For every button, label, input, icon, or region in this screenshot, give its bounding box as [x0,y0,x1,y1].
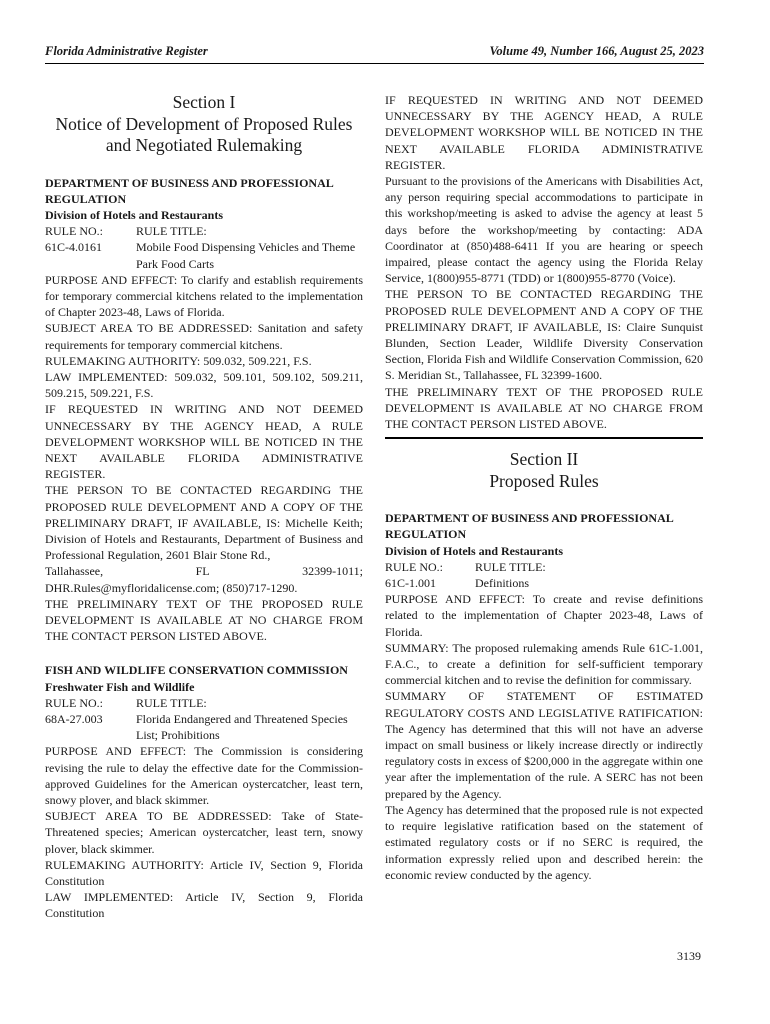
rule-header-row [385,559,703,575]
notice-61c-4-0161 [45,175,363,645]
rule-value-row [385,575,703,591]
rule-header-row [45,223,363,239]
section-divider [385,437,703,439]
rule-title-label: RULE TITLE: [136,695,207,710]
rule-no: 68A-27.003 [45,711,103,726]
preliminary-text-notice: THE PRELIMINARY TEXT OF THE PROPOSED RULE DEVELOPMENT IS AVAILABLE AT NO CHARGE FROM THE CONTACT PERSON LISTED ABOVE. [385,384,703,432]
contact-city: Tallahassee, [45,564,104,579]
department-heading: DEPARTMENT OF BUSINESS AND PROFESSIONAL REGULATION [45,175,334,206]
header-divider [45,63,704,64]
serc-heading: SUMMARY OF STATEMENT OF ESTIMATED REGULATORY COSTS AND LEGISLATIVE RATIFICATION: [385,689,703,720]
summary: SUMMARY: The proposed rulemaking amends Rule 61C-1.001, F.A.C., to create a definition for self-sufficient temporary commercial kitchen and to revise the definition for commissary. [385,640,703,688]
contact-person: THE PERSON TO BE CONTACTED REGARDING THE PROPOSED RULE DEVELOPMENT AND A COPY OF THE PRELIMINARY DRAFT, IF AVAILABLE, IS: Michelle Keith; Division of Hotels and Restaurants, Department of Business and Professional Regulation, 2601 Blair Stone Rd., [45,483,363,563]
left-column [45,92,363,922]
serc-paragraph-1: The Agency has determined that this will not have an adverse impact on small business or likely increase directly or indirectly regulatory costs in excess of $200,000 in the aggregate within one year after the implementation of the rule. A SERC has not been prepared by the Agency. [385,721,703,801]
rule-title: Florida Endangered and Threatened Species List; Prohibitions [136,711,348,743]
purpose-and-effect: PURPOSE AND EFFECT: The Commission is considering revising the rule to delay the effective date for the Commission-approved Guidelines for the American oystercatcher, least tern, snowy plover, and black skimmer. [45,744,363,807]
rule-title: Mobile Food Dispensing Vehicles and Theme Park Food Carts [136,240,356,271]
serc-paragraph-2: The Agency has determined that the proposed rule is not expected to require legislative ratification based on the statement of estimated regulatory costs or if no SERC is required, the information expressly relied upon and described herein: the economic review conducted by the agency. [385,802,703,882]
rule-header-row [45,695,363,711]
contact-zip: 32399-1011; [302,564,363,579]
notice-68a-27-003 [45,662,363,921]
section-subtitle: Proposed Rules [489,470,599,491]
contact-email: DHR.Rules@myfloridalicense.com; (850)717-1290. [45,580,298,595]
department-heading: DEPARTMENT OF BUSINESS AND PROFESSIONAL REGULATION [385,511,674,542]
workshop-notice: IF REQUESTED IN WRITING AND NOT DEEMED UNNECESSARY BY THE AGENCY HEAD, A RULE DEVELOPMENT WORKSHOP WILL BE NOTICED IN THE NEXT AVAILABLE FLORIDA ADMINISTRATIVE REGISTER. [385,93,703,172]
workshop-notice: IF REQUESTED IN WRITING AND NOT DEEMED UNNECESSARY BY THE AGENCY HEAD, A RULE DEVELOPMENT WORKSHOP WILL BE NOTICED IN THE NEXT AVAILABLE FLORIDA ADMINISTRATIVE REGISTER. [45,402,363,482]
page-number: 3139 [677,949,701,963]
rule-no: 61C-1.001 [385,576,436,591]
section-subtitle: and Negotiated Rulemaking [105,135,303,155]
subject-area: SUBJECT AREA TO BE ADDRESSED: Sanitation and safety requirements for temporary commercial kitchens. [45,321,363,352]
section-subtitle: Notice of Development of Proposed Rules [55,113,353,134]
section-title: Section II [509,449,579,470]
law-implemented: LAW IMPLEMENTED: 509.032, 509.101, 509.102, 509.211, 509.215, 509.221, F.S. [45,369,363,401]
law-implemented: LAW IMPLEMENTED: Article IV, Section 9, Florida Constitution [45,890,363,921]
contact-person: THE PERSON TO BE CONTACTED REGARDING THE PROPOSED RULE DEVELOPMENT AND A COPY OF THE PRELIMINARY DRAFT, IF AVAILABLE, IS: Claire Sunquist Blunden, Section Leader, Wildlife Diversity Conservation Section, Florida Fish and Wildlife Conservation Commission, 620 S. Meridian St., Tallahassee, FL 32399-1600. [385,287,703,383]
notice-61c-1-001 [385,510,703,883]
rule-value-row [45,711,363,743]
division-heading: Freshwater Fish and Wildlife [45,679,195,694]
rule-title: Definitions [475,576,529,591]
rule-title-label: RULE TITLE: [475,559,546,574]
rule-no-label: RULE NO.: [45,224,103,239]
publication-title: Florida Administrative Register [45,44,208,58]
contact-state: FL [195,564,210,579]
rulemaking-authority: RULEMAKING AUTHORITY: 509.032, 509.221, F.S. [45,353,312,368]
department-heading: FISH AND WILDLIFE CONSERVATION COMMISSION [45,663,348,678]
purpose-and-effect: PURPOSE AND EFFECT: To create and revise definitions related to the implementation of Chapter 2023-48, Laws of Florida. [385,592,703,639]
rule-title-label: RULE TITLE: [136,224,207,239]
ada-accommodation-notice: Pursuant to the provisions of the Americans with Disabilities Act, any person requiring special accommodations to participate in this workshop/meeting is asked to advise the agency at least 5 days before the workshop/meeting by contacting: ADA Coordinator at (850)488-6411 If you are hearing or speech impaired, please contact the agency using the Florida Relay Service, 1(800)955-8771 (TDD) or 1(800)955-8770 (Voice). [385,174,703,286]
contact-address-line [45,563,363,579]
rule-no-label: RULE NO.: [45,695,103,710]
volume-info: Volume 49, Number 166, August 25, 2023 [489,44,704,58]
rulemaking-authority: RULEMAKING AUTHORITY: Article IV, Section 9, Florida Constitution [45,857,363,888]
division-heading: Division of Hotels and Restaurants [385,543,564,558]
preliminary-text-notice: THE PRELIMINARY TEXT OF THE PROPOSED RULE DEVELOPMENT IS AVAILABLE AT NO CHARGE FROM THE CONTACT PERSON LISTED ABOVE. [45,596,363,644]
purpose-and-effect: PURPOSE AND EFFECT: To clarify and establish requirements for temporary commercial kitchens related to the implementation of Chapter 2023-48, Laws of Florida. [45,272,363,320]
rule-no: 61C-4.0161 [45,240,102,255]
rule-value-row [45,239,363,271]
section-title: Section I [172,92,236,112]
division-heading: Division of Hotels and Restaurants [45,207,224,222]
rule-no-label: RULE NO.: [385,559,443,574]
subject-area: SUBJECT AREA TO BE ADDRESSED: Take of State-Threatened species; American oystercatcher, least tern, snowy plover, black skimmer. [45,809,363,856]
page-header [45,44,704,64]
right-column [385,92,703,883]
